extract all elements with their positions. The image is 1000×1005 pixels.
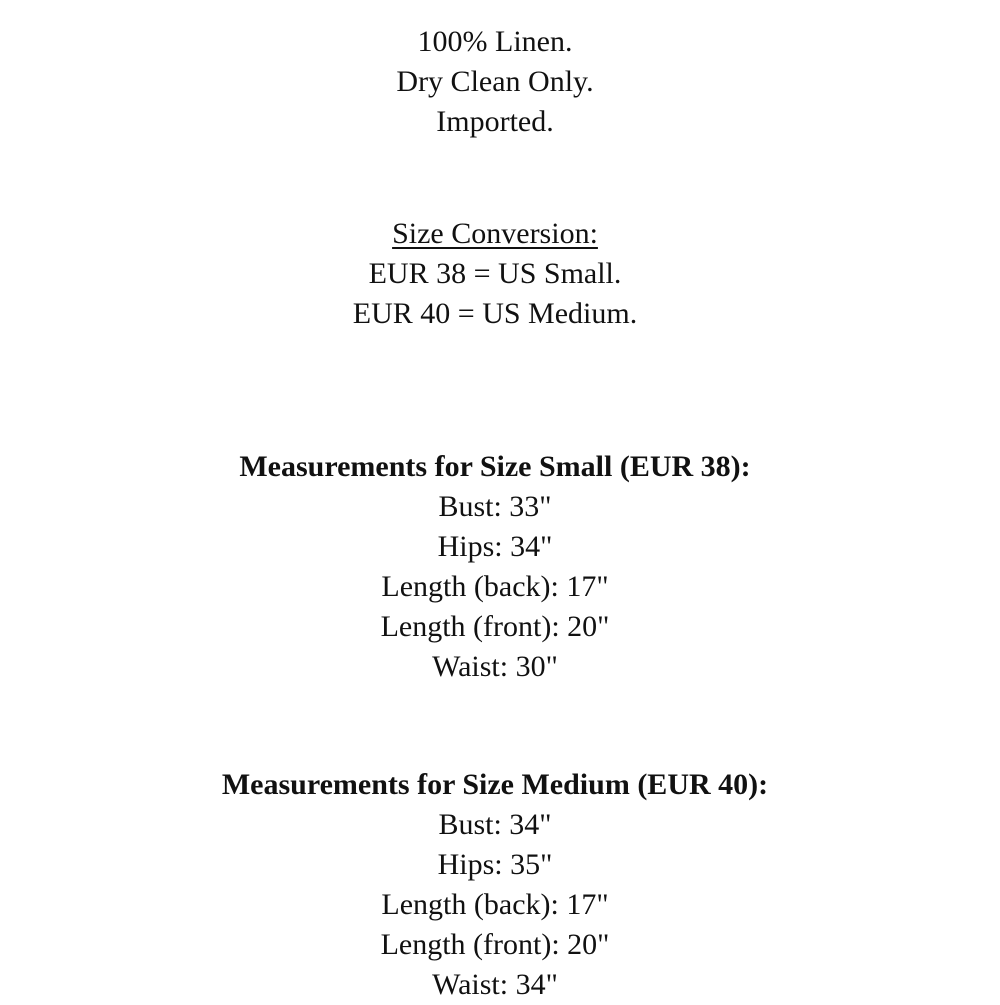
medium-bust-measurement: Bust: 34" bbox=[438, 808, 552, 841]
medium-length-back-measurement: Length (back): 17" bbox=[381, 888, 609, 921]
size-conversion-line: EUR 40 = US Medium. bbox=[352, 297, 638, 330]
small-length-front-measurement: Length (front): 20" bbox=[380, 610, 610, 643]
small-waist-measurement: Waist: 30" bbox=[432, 650, 558, 683]
medium-measurements-heading: Measurements for Size Medium (EUR 40): bbox=[221, 768, 769, 801]
small-hips-measurement: Hips: 34" bbox=[437, 530, 553, 563]
small-length-back-measurement: Length (back): 17" bbox=[381, 570, 609, 603]
cleaning-text: Dry Clean Only. bbox=[396, 65, 594, 98]
small-bust-measurement: Bust: 33" bbox=[438, 490, 552, 523]
medium-hips-measurement: Hips: 35" bbox=[437, 848, 553, 881]
size-conversion-heading-text: Size Conversion: bbox=[392, 217, 598, 250]
medium-length-front-measurement: Length (front): 20" bbox=[380, 928, 610, 961]
size-conversion-line: EUR 38 = US Small. bbox=[368, 257, 622, 290]
small-measurements-heading: Measurements for Size Small (EUR 38): bbox=[239, 450, 751, 483]
origin-text: Imported. bbox=[436, 105, 554, 138]
medium-waist-measurement: Waist: 34" bbox=[432, 968, 558, 1001]
size-conversion-heading bbox=[0, 214, 990, 254]
material-text: 100% Linen. bbox=[417, 25, 573, 58]
